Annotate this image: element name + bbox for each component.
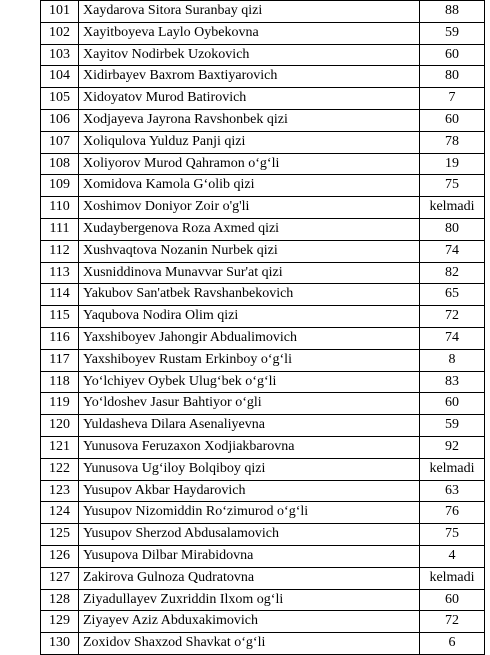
student-name-cell: Yaqubova Nodira Olim qizi	[79, 306, 420, 328]
score-cell: 6	[420, 633, 485, 655]
row-number-cell: 111	[41, 218, 79, 240]
table-row	[41, 109, 485, 131]
student-name-cell: Yaxshiboyev Rustam Erkinboy o‘g‘li	[79, 349, 420, 371]
table-row	[41, 480, 485, 502]
score-cell: 74	[420, 240, 485, 262]
row-number-cell: 125	[41, 524, 79, 546]
table-row	[41, 22, 485, 44]
score-cell: 63	[420, 480, 485, 502]
table-row	[41, 393, 485, 415]
student-name-cell: Xoshimov Doniyor Zoir o'g'li	[79, 197, 420, 219]
row-number-cell: 129	[41, 611, 79, 633]
table-row	[41, 306, 485, 328]
row-number-cell: 123	[41, 480, 79, 502]
table-row	[41, 502, 485, 524]
row-number-cell: 108	[41, 153, 79, 175]
score-cell: 75	[420, 175, 485, 197]
student-name-cell: Yo‘lchiyev Oybek Ulug‘bek o‘g‘li	[79, 371, 420, 393]
table-row	[41, 131, 485, 153]
score-cell: 65	[420, 284, 485, 306]
table-row	[41, 415, 485, 437]
table-row	[41, 262, 485, 284]
table-row	[41, 458, 485, 480]
score-cell: kelmadi	[420, 197, 485, 219]
table-row	[41, 545, 485, 567]
student-name-cell: Yuldasheva Dilara Asenaliyevna	[79, 415, 420, 437]
row-number-cell: 116	[41, 327, 79, 349]
table-row	[41, 240, 485, 262]
score-cell: 60	[420, 589, 485, 611]
student-name-cell: Yusupov Sherzod Abdusalamovich	[79, 524, 420, 546]
score-cell: kelmadi	[420, 567, 485, 589]
score-cell: 59	[420, 22, 485, 44]
table-row	[41, 349, 485, 371]
student-name-cell: Xaydarova Sitora Suranbay qizi	[79, 1, 420, 23]
student-name-cell: Yusupova Dilbar Mirabidovna	[79, 545, 420, 567]
table-row	[41, 327, 485, 349]
student-name-cell: Zakirova Gulnoza Qudratovna	[79, 567, 420, 589]
score-cell: 75	[420, 524, 485, 546]
student-name-cell: Yo‘ldoshev Jasur Bahtiyor o‘gli	[79, 393, 420, 415]
row-number-cell: 122	[41, 458, 79, 480]
results-table	[40, 0, 485, 655]
table-row	[41, 436, 485, 458]
score-cell: 78	[420, 131, 485, 153]
student-name-cell: Zoxidov Shaxzod Shavkat o‘g‘li	[79, 633, 420, 655]
score-cell: 60	[420, 44, 485, 66]
table-row	[41, 589, 485, 611]
student-name-cell: Xusniddinova Munavvar Sur'at qizi	[79, 262, 420, 284]
student-name-cell: Yusupov Akbar Haydarovich	[79, 480, 420, 502]
row-number-cell: 117	[41, 349, 79, 371]
row-number-cell: 109	[41, 175, 79, 197]
score-cell: 92	[420, 436, 485, 458]
score-cell: 83	[420, 371, 485, 393]
row-number-cell: 107	[41, 131, 79, 153]
table-row	[41, 1, 485, 23]
row-number-cell: 130	[41, 633, 79, 655]
row-number-cell: 120	[41, 415, 79, 437]
row-number-cell: 110	[41, 197, 79, 219]
table-row	[41, 66, 485, 88]
row-number-cell: 124	[41, 502, 79, 524]
score-cell: 80	[420, 66, 485, 88]
row-number-cell: 118	[41, 371, 79, 393]
table-row	[41, 524, 485, 546]
score-cell: 74	[420, 327, 485, 349]
score-cell: 4	[420, 545, 485, 567]
student-name-cell: Xoliqulova Yulduz Panji qizi	[79, 131, 420, 153]
row-number-cell: 106	[41, 109, 79, 131]
table-row	[41, 197, 485, 219]
row-number-cell: 114	[41, 284, 79, 306]
score-cell: kelmadi	[420, 458, 485, 480]
row-number-cell: 121	[41, 436, 79, 458]
table-row	[41, 611, 485, 633]
student-name-cell: Xayitov Nodirbek Uzokovich	[79, 44, 420, 66]
row-number-cell: 115	[41, 306, 79, 328]
row-number-cell: 112	[41, 240, 79, 262]
score-cell: 80	[420, 218, 485, 240]
table-row	[41, 175, 485, 197]
student-name-cell: Ziyadullayev Zuxriddin Ilxom og‘li	[79, 589, 420, 611]
student-name-cell: Yunusova Feruzaxon Xodjiakbarovna	[79, 436, 420, 458]
student-name-cell: Xayitboyeva Laylo Oybekovna	[79, 22, 420, 44]
score-cell: 8	[420, 349, 485, 371]
score-cell: 72	[420, 306, 485, 328]
student-name-cell: Yunusova Ug‘iloy Bolqiboy qizi	[79, 458, 420, 480]
score-cell: 72	[420, 611, 485, 633]
student-name-cell: Xidoyatov Murod Batirovich	[79, 88, 420, 110]
score-cell: 19	[420, 153, 485, 175]
row-number-cell: 127	[41, 567, 79, 589]
student-name-cell: Yaxshiboyev Jahongir Abdualimovich	[79, 327, 420, 349]
score-cell: 60	[420, 393, 485, 415]
row-number-cell: 101	[41, 1, 79, 23]
table-row	[41, 44, 485, 66]
table-row	[41, 567, 485, 589]
score-cell: 7	[420, 88, 485, 110]
score-cell: 60	[420, 109, 485, 131]
student-name-cell: Xidirbayev Baxrom Baxtiyarovich	[79, 66, 420, 88]
table-row	[41, 88, 485, 110]
row-number-cell: 119	[41, 393, 79, 415]
table-row	[41, 284, 485, 306]
row-number-cell: 103	[41, 44, 79, 66]
student-name-cell: Xudaybergenova Roza Axmed qizi	[79, 218, 420, 240]
row-number-cell: 113	[41, 262, 79, 284]
student-name-cell: Xushvaqtova Nozanin Nurbek qizi	[79, 240, 420, 262]
table-row	[41, 153, 485, 175]
results-table-body	[41, 0, 485, 654]
student-name-cell: Xodjayeva Jayrona Ravshonbek qizi	[79, 109, 420, 131]
student-name-cell: Ziyayev Aziz Abduxakimovich	[79, 611, 420, 633]
row-number-cell: 126	[41, 545, 79, 567]
row-number-cell: 105	[41, 88, 79, 110]
score-cell: 76	[420, 502, 485, 524]
student-name-cell: Yakubov San'atbek Ravshanbekovich	[79, 284, 420, 306]
score-cell: 59	[420, 415, 485, 437]
row-number-cell: 102	[41, 22, 79, 44]
row-number-cell: 128	[41, 589, 79, 611]
table-row	[41, 633, 485, 655]
results-sheet	[40, 0, 485, 655]
score-cell: 82	[420, 262, 485, 284]
score-cell: 88	[420, 1, 485, 23]
table-row	[41, 218, 485, 240]
student-name-cell: Xomidova Kamola G‘olib qizi	[79, 175, 420, 197]
student-name-cell: Yusupov Nizomiddin Ro‘zimurod o‘g‘li	[79, 502, 420, 524]
table-row	[41, 371, 485, 393]
row-number-cell: 104	[41, 66, 79, 88]
student-name-cell: Xoliyorov Murod Qahramon o‘g‘li	[79, 153, 420, 175]
